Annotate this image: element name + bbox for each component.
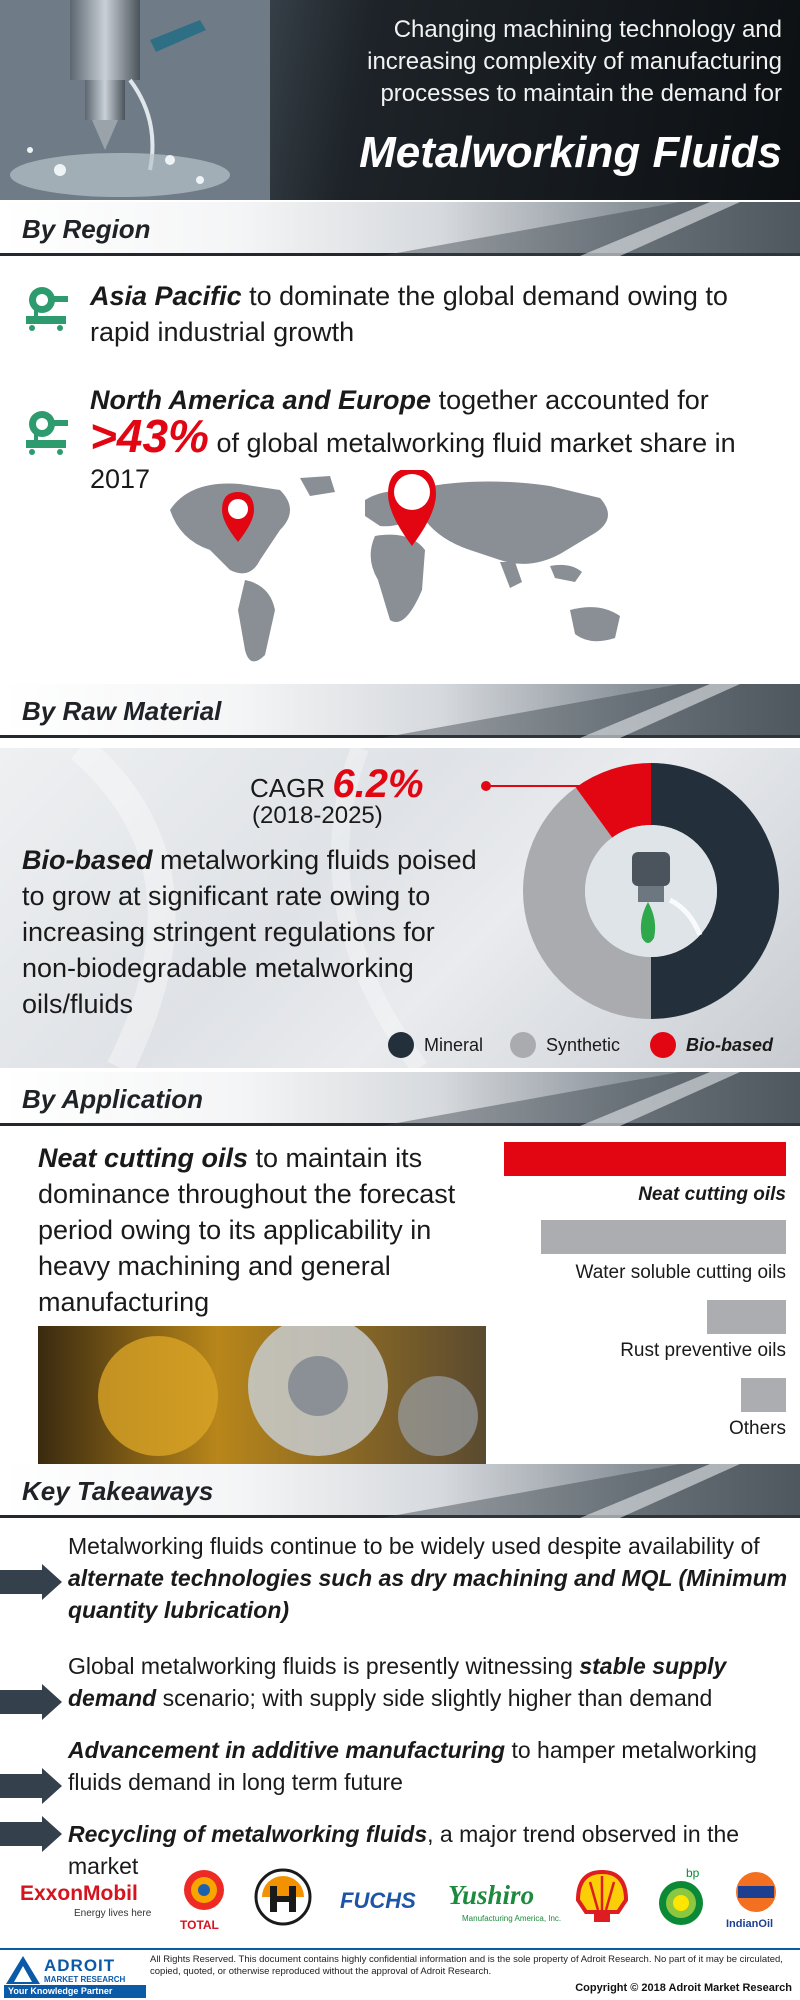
page-title: Metalworking Fluids	[359, 128, 782, 177]
machining-tool-image	[0, 0, 270, 200]
houghton-logo	[252, 1866, 314, 1940]
market-share-value: >43%	[90, 410, 209, 462]
legend-dot-synthetic	[510, 1032, 536, 1058]
cutting-machine-icon	[20, 406, 72, 458]
raw-material-donut-chart	[520, 760, 782, 1022]
header-subtitle: Changing machining technology and increasing complexity of manufacturing processes to maintain the demand for	[367, 16, 782, 107]
arrow-icon	[0, 1768, 62, 1804]
indianoil-emblem-icon	[734, 1870, 778, 1914]
section-band-application	[0, 1072, 800, 1126]
cagr-value: 6.2%	[332, 762, 424, 806]
bar-rust-preventive-oils	[707, 1300, 786, 1334]
adroit-logo: ADROIT MARKET RESEARCH Your Knowledge Partner	[4, 1954, 144, 1998]
section-title-raw-material: By Raw Material	[22, 696, 222, 726]
shell-logo	[572, 1866, 632, 1940]
metal-streak-decoration	[380, 202, 800, 256]
section-title-application: By Application	[22, 1084, 204, 1114]
metal-streak-decoration	[380, 1464, 800, 1518]
bp-helios-icon	[656, 1878, 706, 1928]
map-pin-europe	[388, 470, 436, 546]
world-map	[150, 470, 670, 680]
bp-logo: bp	[652, 1866, 714, 1940]
houghton-emblem-icon	[252, 1866, 314, 1928]
bar-neat-cutting-oils	[504, 1142, 786, 1176]
region-na-text: North America and Europe together accounted for >43% of global metalworking fluid market share in 2017	[90, 385, 736, 494]
yushiro-logo: Yushiro Manufacturing America, Inc.	[448, 1880, 562, 1923]
arrow-icon	[0, 1816, 62, 1852]
shell-emblem-icon	[572, 1866, 632, 1926]
metal-streak-decoration	[380, 1072, 800, 1126]
exxonmobil-logo: ExxonMobil Energy lives here	[20, 1882, 152, 1919]
legend-dot-bio-based	[650, 1032, 676, 1058]
section-band-key-takeaways	[0, 1464, 800, 1518]
cagr-label: CAGR 6.2%	[250, 762, 424, 806]
legend-dot-mineral	[388, 1032, 414, 1058]
adroit-emblem-icon	[6, 1956, 40, 1984]
copyright-text: Copyright © 2018 Adroit Market Research	[575, 1982, 792, 1994]
header-banner	[0, 0, 800, 200]
footer	[0, 1948, 800, 2000]
rights-notice: All Rights Reserved. This document contains highly confidential information and is the sole property of Adroit Research. No part of it may be circulated, copied, quoted, or otherwise reproduced without the approval of Adroit Research.	[150, 1954, 783, 1977]
region-asia-text: Asia Pacific to dominate the global demand owing to rapid industrial growth	[90, 281, 728, 347]
arrow-icon	[0, 1564, 62, 1600]
bar-label-water-soluble: Water soluble cutting oils	[575, 1262, 786, 1283]
metal-streak-decoration	[380, 684, 800, 738]
arrow-icon	[0, 1684, 62, 1720]
gears-oil-image	[38, 1326, 486, 1464]
bar-others	[741, 1378, 786, 1412]
bar-label-rust-preventive: Rust preventive oils	[620, 1340, 786, 1361]
cutting-machine-icon	[20, 282, 72, 334]
section-title-key-takeaways: Key Takeaways	[22, 1476, 214, 1506]
section-band-raw-material	[0, 684, 800, 738]
section-title-region: By Region	[22, 214, 151, 244]
application-text: Neat cutting oils to maintain its dominance throughout the forecast period owing to its applicability in heavy machining and general manufacturing	[38, 1143, 456, 1317]
indianoil-logo: IndianOil	[724, 1866, 794, 1940]
cagr-years: (2018-2025)	[252, 802, 383, 829]
bar-label-others: Others	[728, 1418, 786, 1439]
fuchs-logo: FUCHS	[340, 1888, 416, 1913]
donut-legend: Mineral Synthetic Bio-based	[388, 1030, 788, 1060]
total-logo: TOTAL	[172, 1866, 236, 1940]
total-emblem-icon	[172, 1866, 236, 1916]
raw-material-text: Bio-based metalworking fluids poised to grow at significant rate owing to increasing stringent regulations for non-biodegradable metalworking oils/fluids	[22, 845, 477, 1019]
bar-label-neat-cutting-oils: Neat cutting oils	[638, 1184, 786, 1205]
section-band-region	[0, 202, 800, 256]
company-logos	[0, 1866, 800, 1946]
bar-water-soluble-cutting-oils	[541, 1220, 786, 1254]
